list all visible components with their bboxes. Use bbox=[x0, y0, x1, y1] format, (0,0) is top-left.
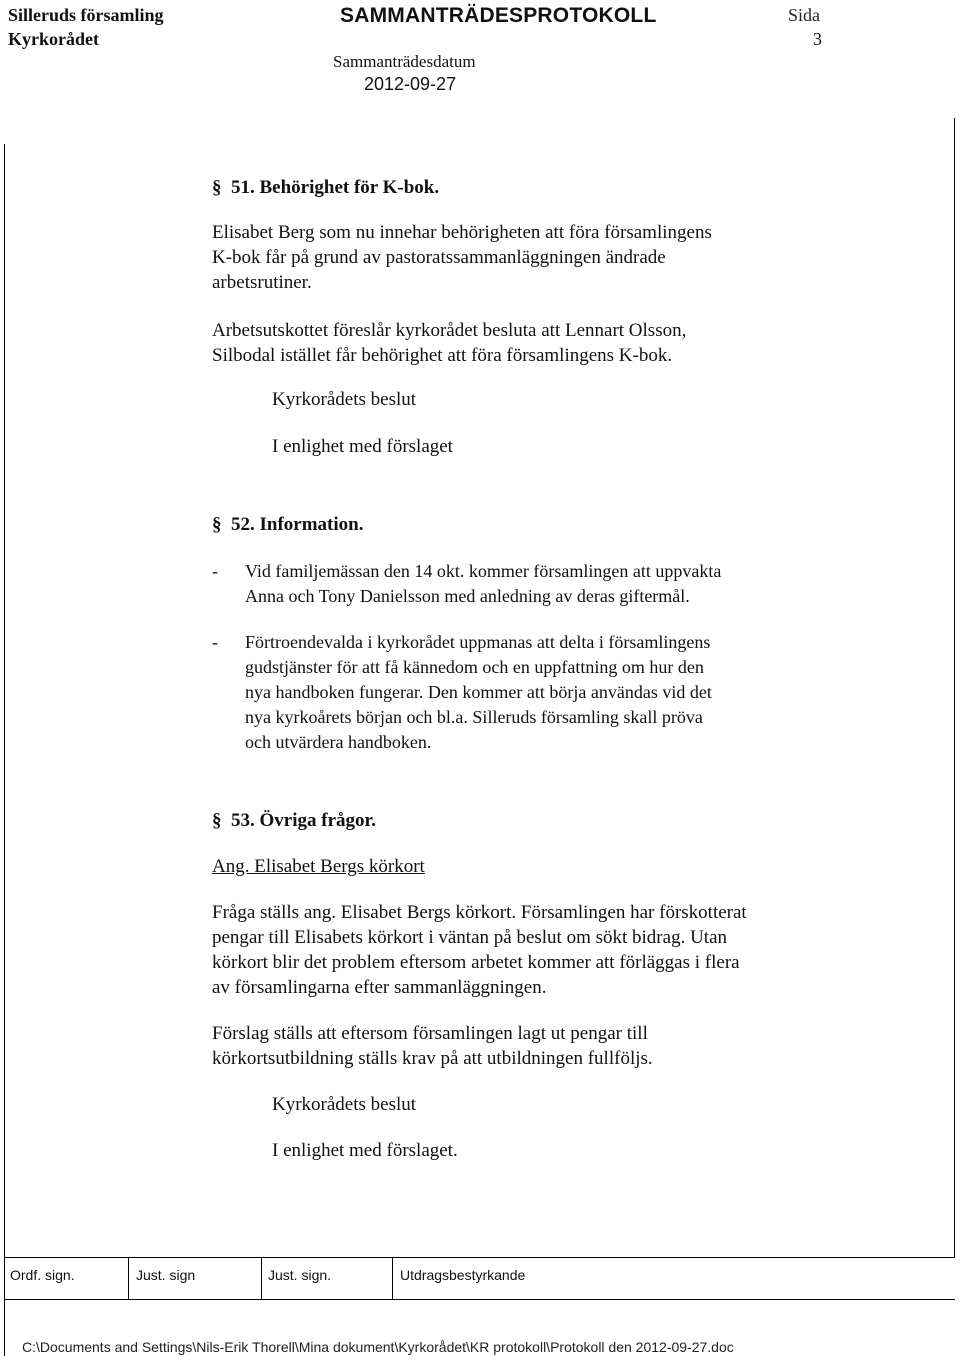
section-53-decision-label: Kyrkorådets beslut bbox=[272, 1094, 417, 1115]
meeting-date-label: Sammanträdesdatum bbox=[333, 52, 476, 71]
text-line: Förslag ställs att eftersom församlingen lagt ut pengar till bbox=[212, 1023, 648, 1044]
signature-cell-chair: Ordf. sign. bbox=[10, 1267, 75, 1283]
section-symbol: § bbox=[212, 177, 222, 198]
section-symbol: § bbox=[212, 810, 222, 831]
section-53-heading bbox=[212, 808, 376, 833]
signature-cell-adjuster-1: Just. sign bbox=[136, 1267, 196, 1283]
text-line: Anna och Tony Danielsson med anledning av deras giftermål. bbox=[245, 586, 690, 606]
text-line: Förtroendevalda i kyrkorådet uppmanas att delta i församlingens bbox=[245, 632, 711, 652]
signature-row bbox=[0, 1257, 960, 1300]
text-line: och utvärdera handboken. bbox=[245, 732, 432, 752]
bullet-dash: - bbox=[212, 632, 218, 652]
section-51-heading bbox=[212, 175, 439, 200]
section-53-paragraph-2 bbox=[212, 1021, 852, 1071]
signature-divider bbox=[392, 1257, 393, 1300]
section-53-subheading: Ang. Elisabet Bergs körkort bbox=[212, 856, 425, 877]
bullet-dash: - bbox=[212, 561, 218, 581]
section-53-decision: I enlighet med förslaget. bbox=[272, 1140, 458, 1161]
text-line: gudstjänster för att få kännedom och en uppfattning om hur den bbox=[245, 657, 704, 677]
department-name: Kyrkorådet bbox=[8, 29, 99, 49]
section-52-title: 52. Information. bbox=[231, 514, 364, 535]
page-number: 3 bbox=[813, 29, 822, 49]
list-item bbox=[212, 630, 852, 755]
section-51-paragraph-1 bbox=[212, 220, 852, 295]
section-51-title: 51. Behörighet för K-bok. bbox=[231, 177, 440, 198]
section-51-decision-label: Kyrkorådets beslut bbox=[272, 389, 417, 410]
text-line: pengar till Elisabets körkort i väntan på beslut om sökt bidrag. Utan bbox=[212, 927, 728, 948]
signature-cell-adjuster-2: Just. sign. bbox=[268, 1267, 332, 1283]
text-line: Vid familjemässan den 14 okt. kommer församlingen att uppvakta bbox=[245, 561, 722, 581]
text-line: Silbodal istället får behörighet att föra församlingens K-bok. bbox=[212, 345, 673, 366]
section-51-paragraph-2 bbox=[212, 318, 852, 368]
frame-right-border bbox=[954, 118, 955, 1257]
text-line: nya kyrkoårets början och bl.a. Silleruds församling skall pröva bbox=[245, 707, 703, 727]
document-title: SAMMANTRÄDESPROTOKOLL bbox=[340, 4, 657, 27]
text-line: nya handboken fungerar. Den kommer att börja användas vid det bbox=[245, 682, 712, 702]
text-line: K-bok får på grund av pastoratssammanläggningen ändrade bbox=[212, 247, 666, 268]
footer-file-path: C:\Documents and Settings\Nils-Erik Thorell\Mina dokument\Kyrkorådet\KR protokoll\Protokoll den 2012-09-27.doc bbox=[22, 1339, 734, 1355]
section-51-decision: I enlighet med förslaget bbox=[272, 436, 453, 457]
page-label: Sida bbox=[788, 5, 821, 25]
section-52-heading bbox=[212, 512, 363, 537]
section-53-paragraph-1 bbox=[212, 900, 852, 1000]
signature-row-top-border bbox=[4, 1257, 955, 1258]
signature-divider bbox=[261, 1257, 262, 1300]
frame-left-border bbox=[4, 144, 5, 1356]
text-line: arbetsrutiner. bbox=[212, 272, 312, 293]
section-symbol: § bbox=[212, 514, 222, 535]
signature-row-bottom-border bbox=[4, 1299, 955, 1300]
signature-divider bbox=[128, 1257, 129, 1300]
organization-name: Silleruds församling bbox=[8, 5, 164, 25]
text-line: av församlingarna efter sammanläggningen. bbox=[212, 977, 547, 998]
text-line: Fråga ställs ang. Elisabet Bergs körkort. Församlingen har förskotterat bbox=[212, 902, 747, 923]
signature-cell-certification: Utdragsbestyrkande bbox=[400, 1267, 526, 1283]
text-line: körkort blir det problem eftersom arbetet kommer att förläggas i flera bbox=[212, 952, 740, 973]
text-line: Elisabet Berg som nu innehar behörigheten att föra församlingens bbox=[212, 222, 712, 243]
text-line: körkortsutbildning ställs krav på att utbildningen fullföljs. bbox=[212, 1048, 653, 1069]
meeting-date: 2012-09-27 bbox=[364, 74, 457, 94]
list-item bbox=[212, 559, 852, 609]
text-line: Arbetsutskottet föreslår kyrkorådet besluta att Lennart Olsson, bbox=[212, 320, 687, 341]
section-53-title: 53. Övriga frågor. bbox=[231, 810, 376, 831]
